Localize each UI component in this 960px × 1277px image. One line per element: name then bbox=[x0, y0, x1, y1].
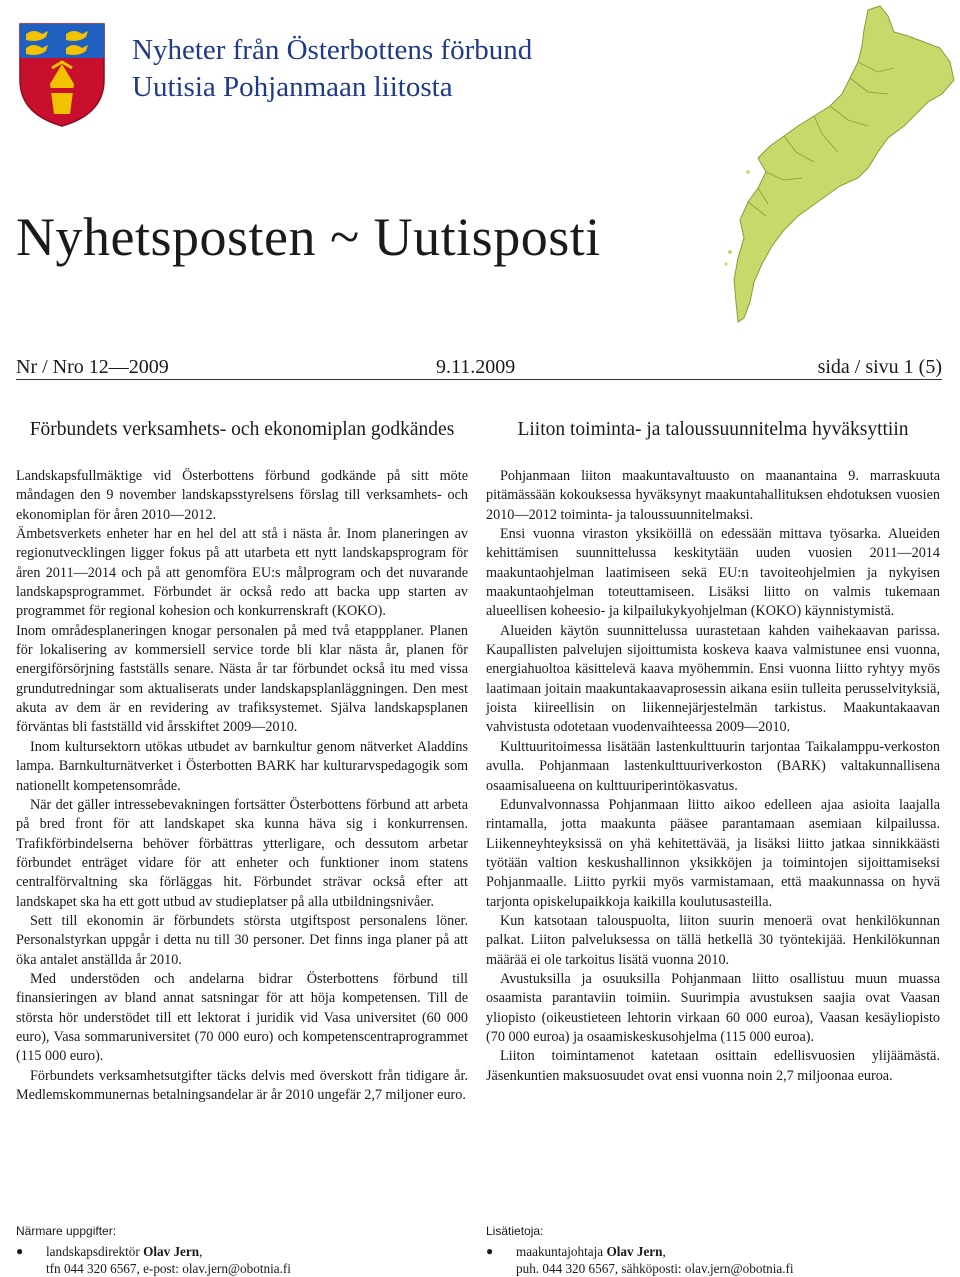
paragraph: När det gäller intressebevakningen fortsätter Österbottens förbund att arbeta på bred front för att landskapet ska kunna häva sig i konkurrensen. Trafikförbindelserna behöver förbättras ytterligare, och dessutom arbetar förbundet enträget vidare för att enheter och funktioner inom statens centralförvaltning ska förläggas hit. Förbundet strävar också efter att landskapet ska ha ett gott utbud av studieplatser på alla utbildningsnivåer. bbox=[16, 796, 468, 910]
contact-entry: ● maakuntajohtaja Olav Jern, puh. 044 320 6567, sähköposti: olav.jern@obotnia.fi bbox=[486, 1244, 794, 1276]
article-finnish bbox=[486, 418, 940, 1086]
issue-info-bar bbox=[16, 352, 942, 382]
paragraph: Kun katsotaan talouspuolta, liiton suurin menoerä ovat henkilökunnan palkat. Liiton palveluksessa on tällä hetkellä 30 työntekijää. Henkilökunnan määrää ei ole tarkoitus lisätä vuonna 2010. bbox=[486, 912, 940, 968]
paragraph: Inom kultursektorn utökas utbudet av barnkultur genom nätverket Aladdins lampa. Barnkulturnätverket i Österbotten BARK har kulturarvspedagogik som nationellt kompetensområde. bbox=[16, 738, 468, 794]
article-title-finnish: Liiton toiminta- ja taloussuunnitelma hyväksyttiin bbox=[517, 419, 909, 440]
contact-role: landskapsdirektör bbox=[46, 1244, 140, 1259]
contact-finnish bbox=[486, 1223, 794, 1277]
issue-number: Nr / Nro 12—2009 bbox=[16, 356, 169, 378]
contact-details: tfn 044 320 6567, e-post: olav.jern@obotnia.fi bbox=[46, 1261, 291, 1276]
paragraph: Landskapsfullmäktige vid Österbottens förbund godkände på sitt möte måndagen den 9 november landskapsstyrelsens förslag till verksamhets- och ekonomiplan för åren 2010—2012. bbox=[16, 468, 468, 523]
paragraph: Kulttuuritoimessa lisätään lastenkulttuurin tarjontaa Taikalamppu-verkoston avulla. Pohjanmaan lastenkulttuuriverkoston (BARK) valtakunnallisena osaamisalueena on kulttuuriperintökasvatus. bbox=[486, 738, 940, 794]
contact-details: puh. 044 320 6567, sähköposti: olav.jern@obotnia.fi bbox=[516, 1261, 794, 1276]
coat-of-arms-icon bbox=[18, 22, 106, 128]
paragraph: Förbundets verksamhetsutgifter täcks delvis med överskott från tidigare år. Medlemskommunernas betalningsandelar är år 2010 ungefär 2,7 miljoner euro. bbox=[16, 1067, 468, 1103]
contact-swedish bbox=[16, 1223, 291, 1277]
paragraph: Ämbetsverkets enheter har en hel del att stå i nästa år. Inom planeringen av regionutvecklingen ligger fokus på att utarbeta ett nytt landskapsprogram för åren 2011—2014 och på att genomföra EU:s målprogram och det nuvarande landskapsprogrammet. Förbundet är också redo att backa upp starten av programmet för regional kohesion och konkurrenskraft (KOKO). bbox=[16, 526, 468, 620]
org-name-finnish: Uutisia Pohjanmaan liitosta bbox=[132, 71, 453, 103]
newsletter-masthead: Nyhetsposten ~ Uutisposti bbox=[16, 207, 601, 267]
contact-label: Lisätietoja: bbox=[486, 1224, 544, 1238]
paragraph: Alueiden käytön suunnittelussa uurastetaan kahden vaihekaavan parissa. Kaupallisten palvelujen sijoittumista koskeva kaava valmistunee ensi vuonna, energiahuoltoa käsittelevä kaava myöhemmin. Ensi vuonna liitto ryhtyy myös laatimaan joitain maakuntakaavaprosessin aikana esiin tulleita perusselvityksiä, joista kiireellisin on liikennejärjestelmän tarkistus. Maakuntakaavan vahvistusta odotetaan vuodenvaihteessa 2009—2010. bbox=[486, 622, 940, 736]
article-title-swedish: Förbundets verksamhets- och ekonomiplan godkändes bbox=[29, 419, 455, 440]
header-divider bbox=[16, 379, 942, 380]
paragraph: Med understöden och andelarna bidrar Österbottens förbund till finansieringen av bland annat satsningar för att höja kompetensen. Till de största hör understödet till ett lektorat i juridik vid Vasa universitet (60 000 euro), Vasa sommaruniversitet (70 000 euro) och kompetenscentraprogrammet (115 000 euro). bbox=[16, 970, 468, 1065]
bullet-icon: ● bbox=[16, 1244, 24, 1258]
org-name-swedish: Nyheter från Österbottens förbund bbox=[132, 34, 533, 66]
contact-role: maakuntajohtaja bbox=[516, 1244, 604, 1259]
contact-name: Olav Jern bbox=[606, 1244, 663, 1259]
paragraph: Avustuksilla ja osuuksilla Pohjanmaan liitto osallistuu muun muassa osaamista parantaviin toimiin. Suurimpia avustuksen saajia ovat Vaasan yliopisto (oikeustieteen lehtorin virkaan 60 000 euroa), Vaasan kesäyliopisto (70 000 euroa) ja osaamiskeskusohjelma (115 000 euroa). bbox=[486, 970, 940, 1045]
paragraph: Pohjanmaan liiton maakuntavaltuusto on maanantaina 9. marraskuuta pitämässään kokouksessa hyväksynyt maakuntahallituksen ehdotuksen vuosien 2010—2012 toiminta- ja taloussuunnitelmaksi. bbox=[486, 468, 940, 523]
contact-name: Olav Jern bbox=[143, 1244, 200, 1259]
issue-date: 9.11.2009 bbox=[436, 356, 516, 378]
contact-label: Närmare uppgifter: bbox=[16, 1224, 117, 1238]
paragraph: Ensi vuonna viraston yksiköillä on edessään mittava työsarka. Alueiden kehittämisen suunnittelussa keskitytään uuden vuosien 2011—2014 maakuntaohjelman laatimiseen sekä EU:n tavoiteohjelmien ja nykyisen maakuntaohjelman toteuttamiseen. Lisäksi liitto on valmis tukemaan alueellisen koheesio- ja kilpailukykyohjelman (KOKO) käynnistymistä. bbox=[486, 526, 940, 620]
paragraph: Inom områdesplaneringen knogar personalen på med två etappplaner. Planen för lokalisering av kommersiell service torde bli klar nästa år, planen för energiförsörjning fastställs senare. Nästa år tar förbundet också itu med vissa grundutredningar som aktualiserats under landskapsplanläggningen. Den mest akuta av dem är en revidering av trafiksystemet. Själva landskapsplanen förväntas bli fastställd vid årsskiftet 2009—2010. bbox=[16, 622, 468, 736]
paragraph: Sett till ekonomin är förbundets största utgiftspost personalens löner. Personalstyrkan uppgår i detta nu till 30 personer. Det finns inga planer på att öka antalet anställda år 2010. bbox=[16, 912, 468, 968]
bullet-icon: ● bbox=[486, 1244, 494, 1258]
article-swedish bbox=[16, 418, 468, 1105]
paragraph: Edunvalvonnassa Pohjanmaan liitto aikoo edelleen ajaa asioita laajalla rintamalla, jotta maakunta pääsee parantamaan asemiaan kilpailussa. Liikenneyhteyksissä on yhä kehitettävää, ja lisäksi liitto jatkaa sinnikkäästi työtään valtion keskushallinnon yksikköjen ja toimintojen sijoittamiseksi Pohjanmaalle. Liitto pyrkii myös varmistamaan, että maakunnassa on hyvä tarjonta opiskelupaikkoja kaikilla koulutusasteilla. bbox=[486, 796, 940, 910]
contact-entry: ● landskapsdirektör Olav Jern, tfn 044 320 6567, e-post: olav.jern@obotnia.fi bbox=[16, 1244, 291, 1276]
page-indicator: sida / sivu 1 (5) bbox=[817, 356, 942, 378]
region-map-icon bbox=[718, 2, 958, 324]
paragraph: Liiton toimintamenot katetaan osittain edellisvuosien ylijäämästä. Jäsenkuntien maksuosuudet ovat ensi vuonna noin 2,7 miljoonaa euroa. bbox=[486, 1048, 940, 1084]
